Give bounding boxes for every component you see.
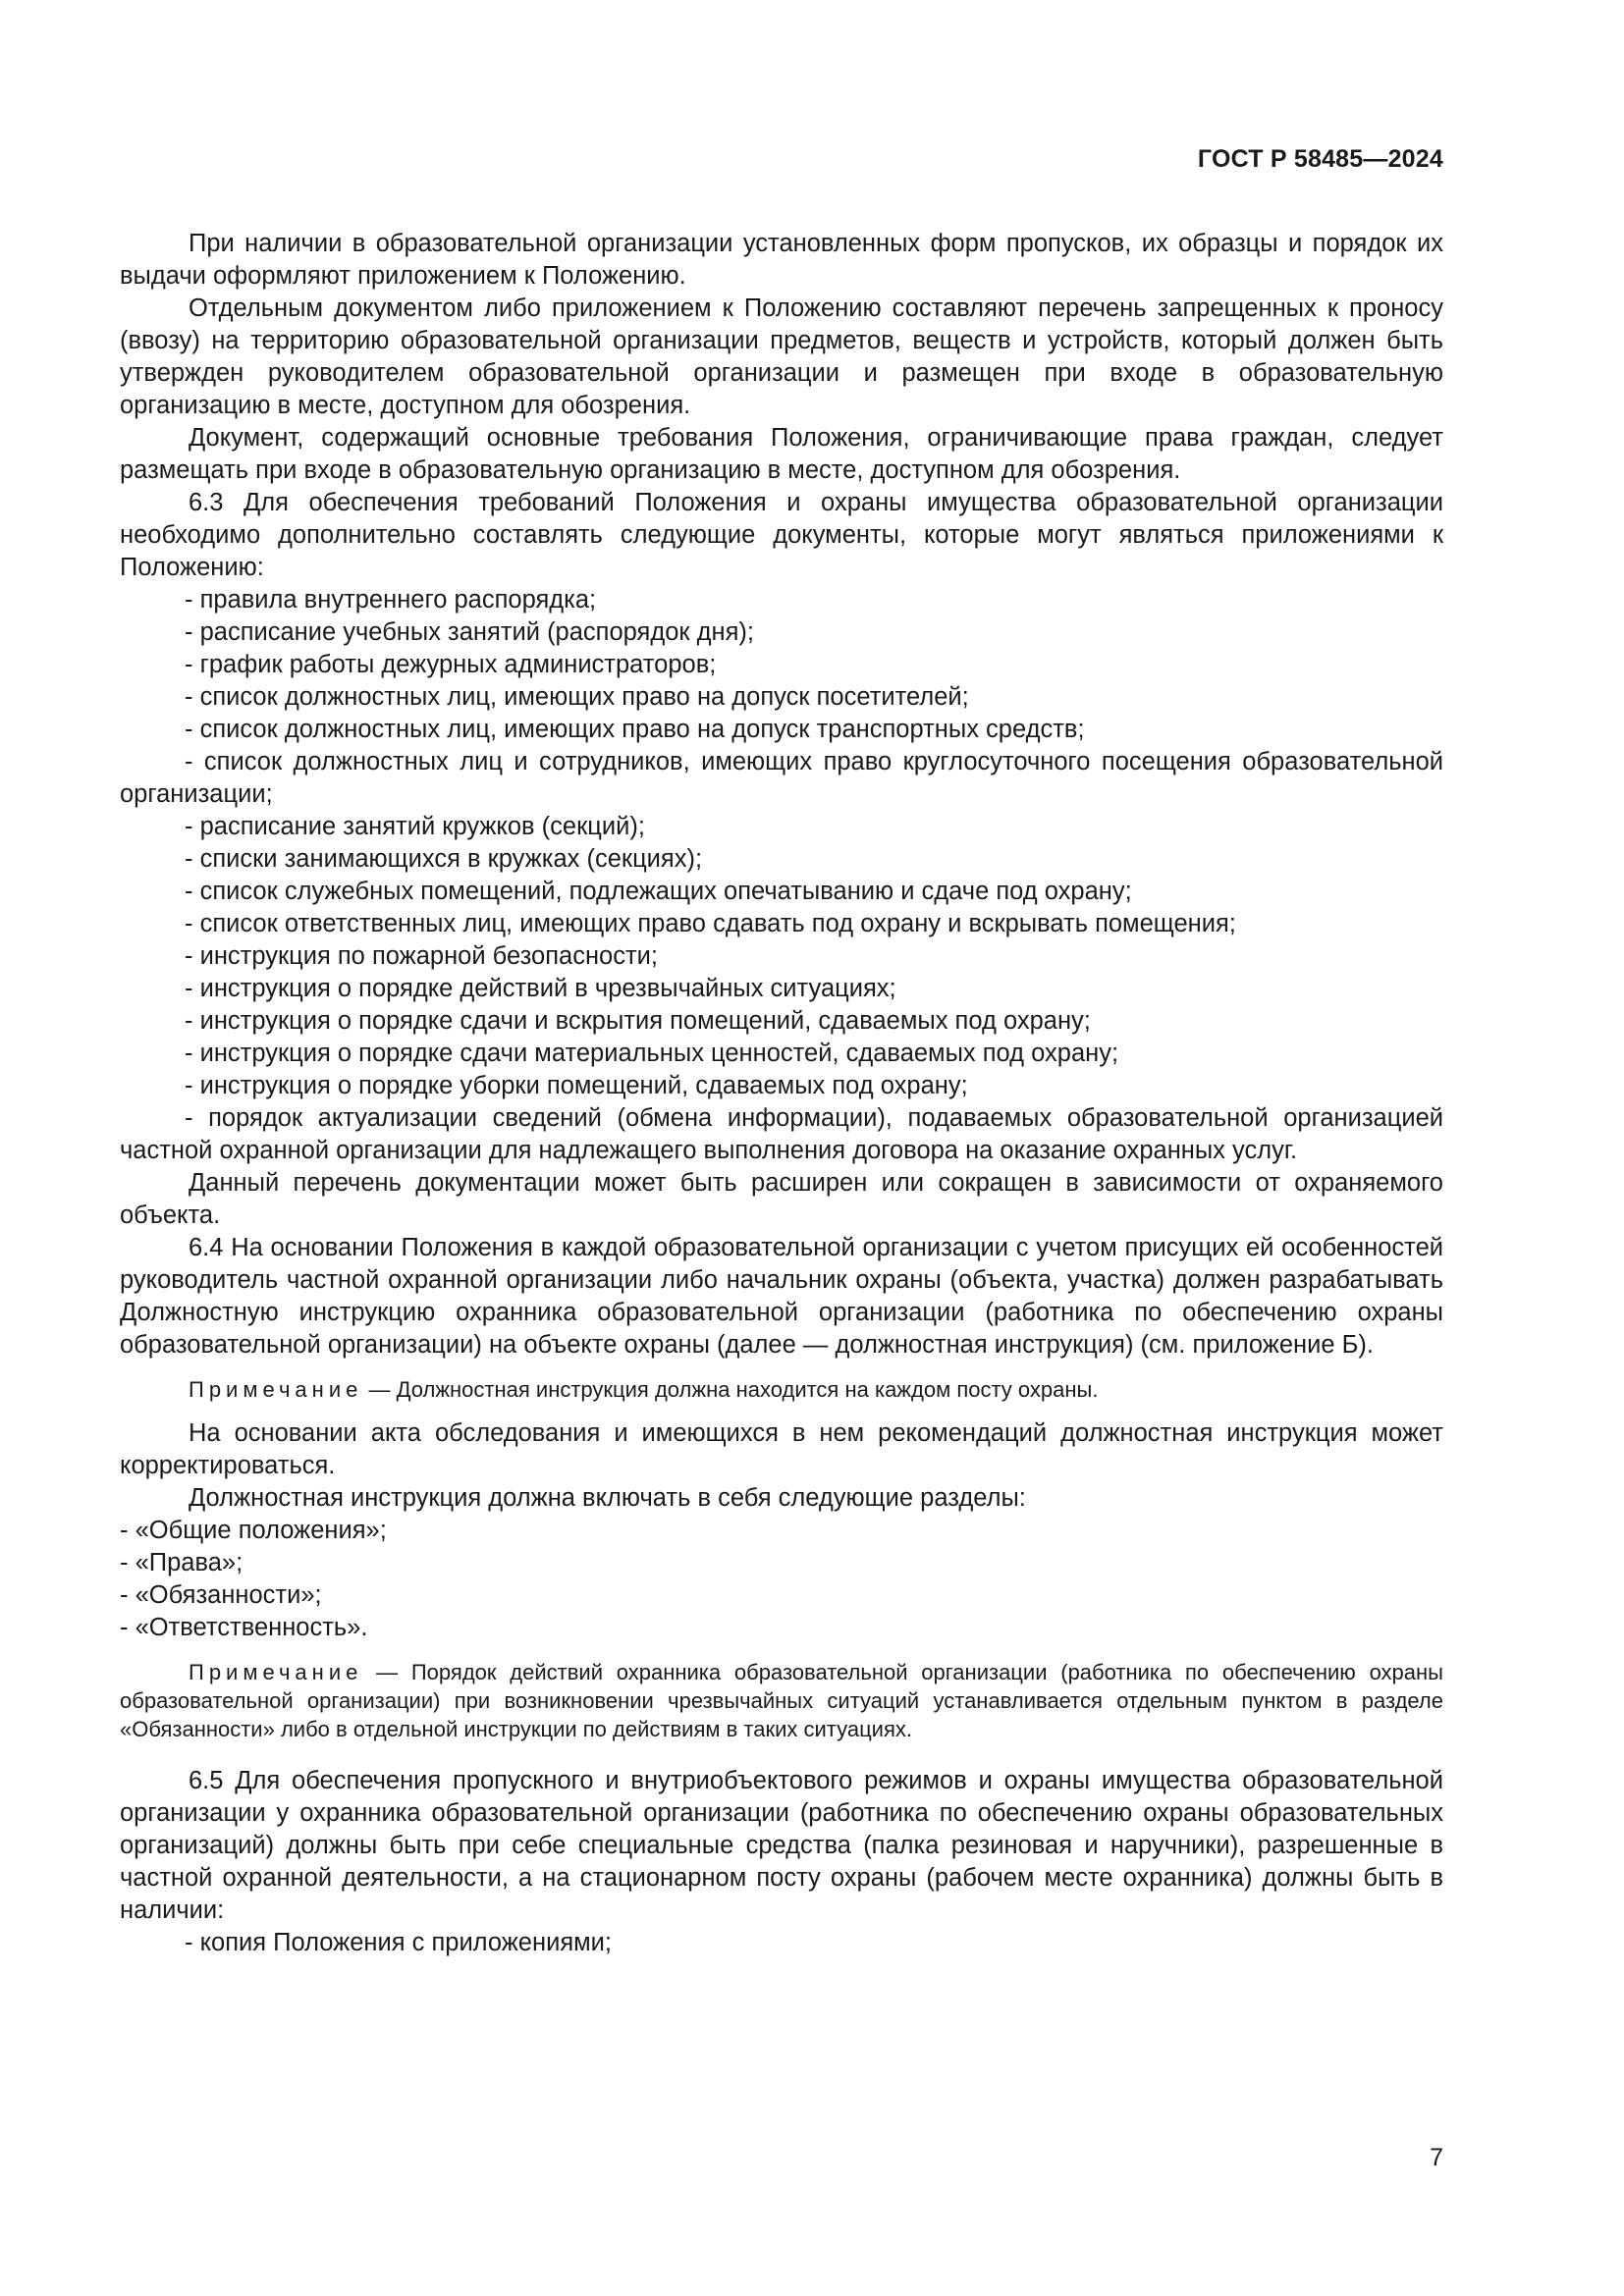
list-item: - инструкция о порядке уборки помещений, сдаваемых под охрану;: [185, 1072, 968, 1099]
note-label: Примечание: [189, 1660, 363, 1684]
paragraph: Отдельным документом либо приложением к Положению составляют перечень запрещенных к проносу (ввозу) на территорию образовательной организации предметов, веществ и устройств, который должен быть утвержден руководителем образовательной организации и размещен при входе в образовательную организацию в месте, доступном для обозрения.: [120, 294, 1443, 419]
note-1: [120, 1375, 1443, 1404]
clause-6-3: 6.3 Для обеспечения требований Положения и охраны имущества образовательной организации необходимо дополнительно составлять следующие документы, которые могут являться приложениями к Положению:: [120, 489, 1443, 581]
document-body: [120, 228, 1443, 1959]
list-item: - список ответственных лиц, имеющих право сдавать под охрану и вскрывать помещения;: [185, 910, 1236, 937]
list-item: - инструкция о порядке действий в чрезвычайных ситуациях;: [185, 975, 896, 1002]
list-item: - «Обязанности»;: [120, 1581, 322, 1609]
page-number: 7: [1430, 2144, 1443, 2171]
list-item: - списки занимающихся в кружках (секциях);: [185, 845, 703, 873]
list-item: - инструкция о порядке сдачи и вскрытия помещений, сдаваемых под охрану;: [185, 1007, 1091, 1035]
paragraph: Данный перечень документации может быть расширен или сокращен в зависимости от охраняемого объекта.: [120, 1169, 1443, 1229]
list-item: - инструкция по пожарной безопасности;: [185, 942, 658, 970]
paragraph: Должностная инструкция должна включать в себя следующие разделы:: [189, 1484, 1026, 1512]
paragraph: При наличии в образовательной организации установленных форм пропусков, их образцы и порядок их выдачи оформляют приложением к Положению.: [120, 230, 1443, 290]
list-item: - правила внутреннего распорядка;: [185, 586, 597, 614]
list-item: - расписание занятий кружков (секций);: [185, 813, 645, 840]
list-item: - список должностных лиц, имеющих право на допуск транспортных средств;: [185, 716, 1085, 743]
sections-list: [120, 1515, 1443, 1644]
list-item: - инструкция о порядке сдачи материальных ценностей, сдаваемых под охрану;: [185, 1040, 1119, 1067]
list-item: - порядок актуализации сведений (обмена информации), подаваемых образовательной организацией частной охранной организации для надлежащего выполнения договора на оказание охранных услуг.: [120, 1104, 1443, 1164]
paragraph: На основании акта обследования и имеющихся в нем рекомендаций должностная инструкция может корректироваться.: [120, 1419, 1443, 1479]
note-text: — Должностная инструкция должна находится на каждом посту охраны.: [368, 1377, 1099, 1402]
list-item: - «Права»;: [120, 1549, 244, 1576]
list-item: - копия Положения с приложениями;: [185, 1929, 612, 1956]
note-2: [120, 1658, 1443, 1743]
paragraph: Документ, содержащий основные требования Положения, ограничивающие права граждан, следует размещать при входе в образовательную организацию в месте, доступном для обозрения.: [120, 424, 1443, 484]
note-label: Примечание: [189, 1377, 363, 1402]
documents-list: [120, 584, 1443, 1167]
list-item: - список служебных помещений, подлежащих опечатыванию и сдаче под охрану;: [185, 878, 1132, 905]
list-item: - «Общие положения»;: [120, 1517, 387, 1544]
list-item: - список должностных лиц, имеющих право на допуск посетителей;: [185, 683, 969, 711]
clause-6-4: 6.4 На основании Положения в каждой образовательной организации с учетом присущих ей особенностей руководитель частной охранной организации либо начальник охраны (объекта, участка) должен разрабатывать Должностную инструкцию охранника образовательной организации (работника по обеспечению охраны образовательной организации) на объекте охраны (далее — должностная инструкция) (см. приложение Б).: [120, 1234, 1443, 1359]
clause-6-5: 6.5 Для обеспечения пропускного и внутриобъектового режимов и охраны имущества образовательной организации у охранника образовательной организации (работника по обеспечению охраны образовательных организаций) должны быть при себе специальные средства (палка резиновая и наручники), разрешенные в частной охранной деятельности, а на стационарном посту охраны (рабочем месте охранника) должны быть в наличии:: [120, 1767, 1443, 1924]
document-code-header: ГОСТ Р 58485—2024: [1197, 145, 1443, 173]
note-text: — Порядок действий охранника образовательной организации (работника по обеспечению охраны образовательной организации) при возникновении чрезвычайных ситуаций устанавливается отдельным пунктом в разделе «Обязанности» либо в отдельной инструкции по действиям в таких ситуациях.: [120, 1660, 1443, 1741]
list-item: - «Ответственность».: [120, 1614, 368, 1641]
list-item: - график работы дежурных администраторов;: [185, 651, 717, 678]
list-item: - расписание учебных занятий (распорядок дня);: [185, 618, 755, 646]
list-item: - список должностных лиц и сотрудников, имеющих право круглосуточного посещения образовательной организации;: [120, 748, 1443, 808]
